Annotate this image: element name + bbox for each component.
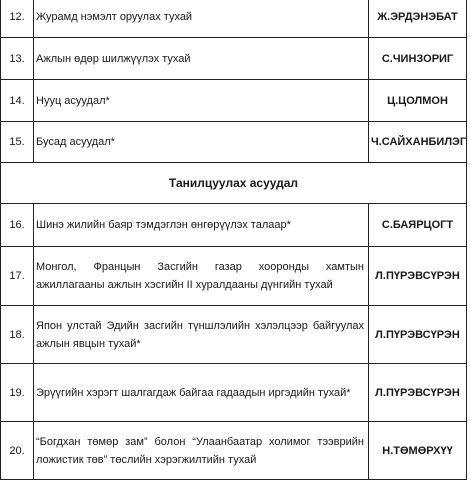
item-number: 12. (1, 0, 34, 38)
item-topic: Япон улстай Эдийн засгийн түншлэлийн хэлэлцээр байгуулах ажлын явцын тухай* (36, 319, 364, 350)
item-topic: Журамд нэмэлт оруулах тухай (34, 0, 369, 38)
table-row (1, 80, 467, 122)
item-topic-cell (34, 364, 369, 422)
item-topic: Монгол, Францын Засгийн газар хооронды хамтын ажиллагааны ажлын хэсгийн II хуралдааны дүнгийн тухай (36, 261, 364, 291)
item-topic-cell (34, 306, 369, 364)
table-row (1, 364, 467, 422)
item-topic-cell (34, 422, 369, 480)
item-presenter: Л.ПҮРЭВСҮРЭН (369, 247, 467, 306)
item-topic: Бусад асуудал* (34, 122, 369, 163)
table-row (1, 422, 467, 480)
item-number: 14. (1, 80, 34, 122)
item-topic-cell (34, 247, 369, 306)
item-topic: Нууц асуудал* (34, 80, 369, 122)
section-heading: Танилцуулах асуудал (1, 163, 467, 204)
item-presenter: С.БАЯРЦОГТ (369, 204, 467, 247)
item-presenter: Н.ТӨМӨРХҮҮ (369, 422, 467, 480)
section-row (1, 163, 467, 204)
item-presenter: Л.ПҮРЭВСҮРЭН (369, 306, 467, 364)
item-number: 20. (1, 422, 34, 480)
item-number: 15. (1, 122, 34, 163)
table-row (1, 306, 467, 364)
table-row (1, 122, 467, 163)
item-presenter: Ц.ЦОЛМОН (369, 80, 467, 122)
item-presenter: С.ЧИНЗОРИГ (369, 38, 467, 80)
item-number: 17. (1, 247, 34, 306)
table-row (1, 0, 467, 38)
item-number: 19. (1, 364, 34, 422)
table-row (1, 247, 467, 306)
item-presenter: Ж.ЭРДЭНЭБАТ (369, 0, 467, 38)
item-presenter: Л.ПҮРЭВСҮРЭН (369, 364, 467, 422)
item-number: 16. (1, 204, 34, 247)
item-topic: “Богдхан төмөр зам” болон “Улаанбаатар холимог тээврийн ложистик төв” төслийн хэрэгжилтийн тухай (36, 435, 364, 466)
item-topic: Шинэ жилийн баяр тэмдэглэн өнгөрүүлэх талаар* (34, 204, 369, 247)
item-number: 18. (1, 306, 34, 364)
table-row (1, 204, 467, 247)
item-presenter: Ч.САЙХАНБИЛЭГ (369, 122, 467, 163)
item-topic: Эрүүгийн хэрэгт шалгагдаж байгаа гадаадын иргэдийн тухай* (36, 386, 351, 399)
item-number: 13. (1, 38, 34, 80)
table-row (1, 38, 467, 80)
item-topic: Ажлын өдөр шилжүүлэх тухай (34, 38, 369, 80)
